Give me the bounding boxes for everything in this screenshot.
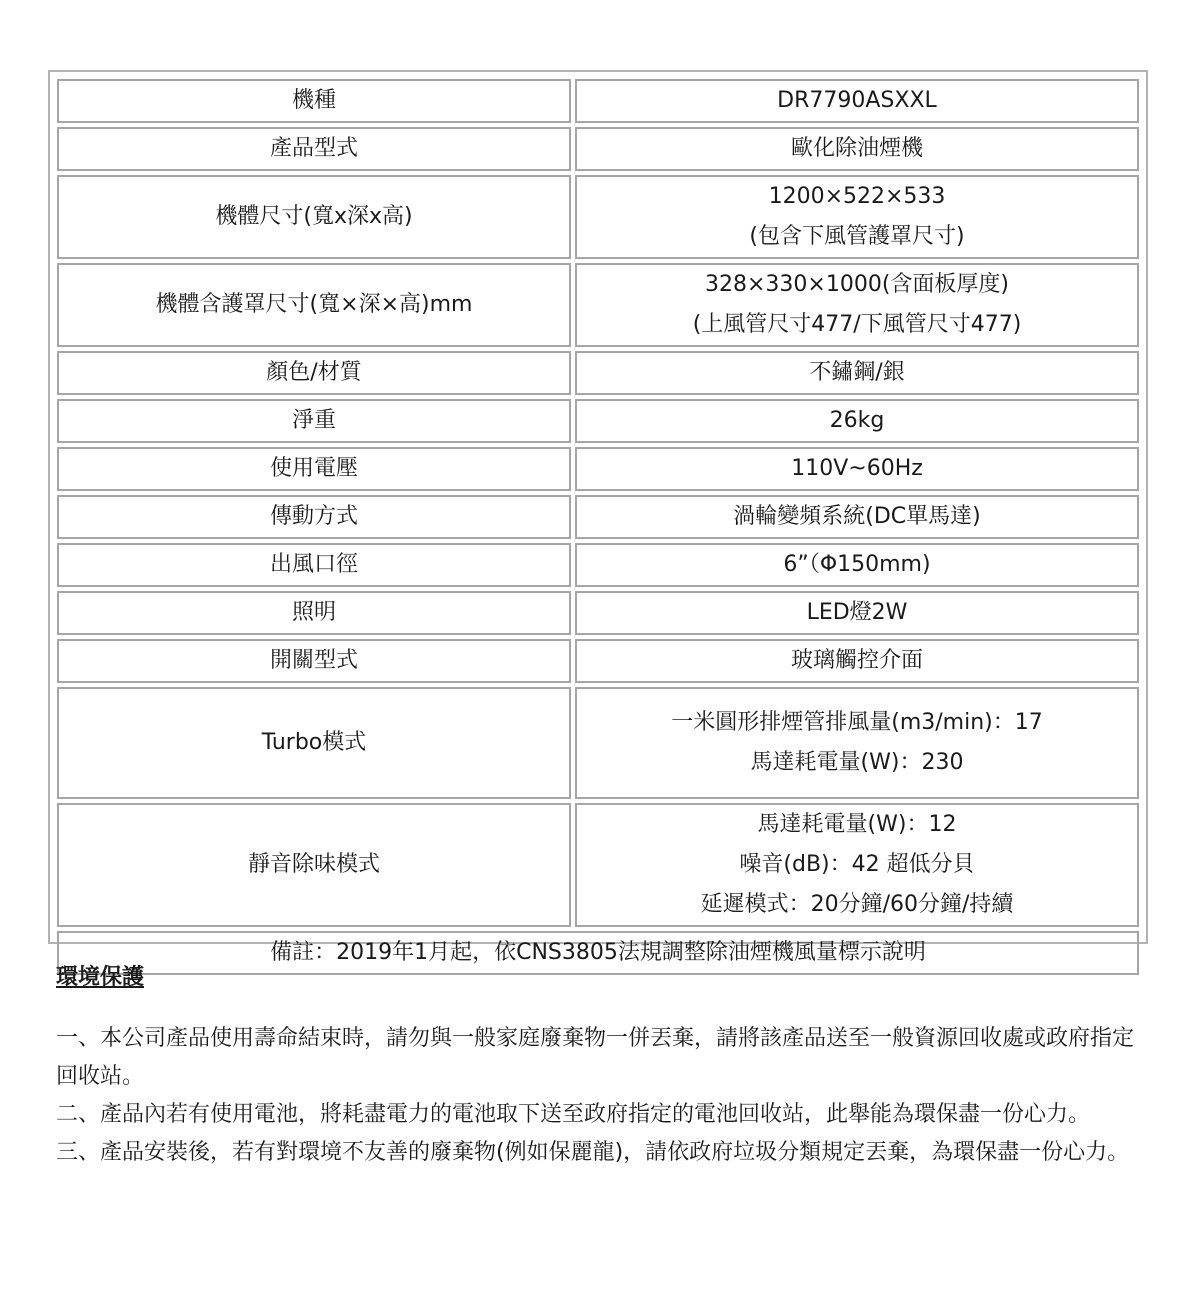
environment-title: 環境保護: [56, 965, 145, 990]
row-value: [575, 591, 1139, 635]
table-row: [57, 687, 1139, 799]
row-value: [575, 803, 1139, 927]
value-line: 延遲模式：20分鐘/60分鐘/持續: [700, 892, 1014, 917]
value-line: DR7790ASXXL: [777, 88, 937, 113]
row-value: [575, 351, 1139, 395]
row-label: Turbo模式: [57, 687, 571, 799]
table-row: [57, 543, 1139, 587]
row-label: 照明: [57, 591, 571, 635]
value-line: 馬達耗電量(W)：12: [757, 812, 957, 837]
value-line: 噪音(dB)：42 超低分貝: [739, 852, 975, 877]
row-value: [575, 639, 1139, 683]
row-value: [575, 447, 1139, 491]
row-value: [575, 263, 1139, 347]
row-label: 顏色/材質: [57, 351, 571, 395]
row-value: [575, 543, 1139, 587]
value-line: 26kg: [829, 408, 885, 433]
row-label: 機體尺寸(寬x深x高): [57, 175, 571, 259]
spec-table-frame: [48, 70, 1148, 965]
value-line: 6”（Φ150mm): [783, 552, 931, 577]
row-value: [575, 399, 1139, 443]
table-row: [57, 127, 1139, 171]
table-row: [57, 263, 1139, 347]
value-line: (包含下風管護罩尺寸): [749, 224, 965, 249]
value-line: 不鏽鋼/銀: [809, 360, 905, 385]
row-label: 出風口徑: [57, 543, 571, 587]
value-line: 1200×522×533: [768, 184, 946, 209]
environment-paragraph: 二、產品內若有使用電池，將耗盡電力的電池取下送至政府指定的電池回收站，此舉能為環保盡一份心力。: [56, 1102, 1091, 1127]
value-line: 328×330×1000(含面板厚度): [704, 272, 1009, 297]
value-line: (上風管尺寸477/下風管尺寸477): [692, 312, 1022, 337]
table-row: [57, 399, 1139, 443]
table-row: [57, 447, 1139, 491]
table-row: [57, 803, 1139, 927]
row-label: 機種: [57, 79, 571, 123]
row-label: 淨重: [57, 399, 571, 443]
value-line: 渦輪變頻系統(DC單馬達): [733, 504, 981, 529]
environment-section: [56, 960, 1146, 1172]
table-note: 備註：2019年1月起，依CNS3805法規調整除油煙機風量標示說明: [57, 931, 1139, 975]
row-value: [575, 175, 1139, 259]
row-label: 使用電壓: [57, 447, 571, 491]
row-label: 產品型式: [57, 127, 571, 171]
table-row: [57, 591, 1139, 635]
row-value: [575, 687, 1139, 799]
table-row: [57, 79, 1139, 123]
spec-table: [53, 75, 1143, 979]
row-label: 傳動方式: [57, 495, 571, 539]
table-row: [57, 351, 1139, 395]
value-line: 歐化除油煙機: [790, 136, 923, 161]
table-row: [57, 175, 1139, 259]
table-row: [57, 495, 1139, 539]
table-row: [57, 639, 1139, 683]
value-line: LED燈2W: [806, 600, 908, 625]
environment-paragraph: 一、本公司產品使用壽命結束時，請勿與一般家庭廢棄物一併丟棄，請將該產品送至一般資源回收處或政府指定回收站。: [56, 1026, 1135, 1089]
environment-paragraph: 三、產品安裝後，若有對環境不友善的廢棄物(例如保麗龍)，請依政府垃圾分類規定丟棄，為環保盡一份心力。: [56, 1140, 1130, 1165]
value-line: 一米圓形排煙管排風量(m3/min)：17: [671, 710, 1043, 735]
row-value: [575, 79, 1139, 123]
value-line: 馬達耗電量(W)：230: [750, 750, 964, 775]
row-label: 靜音除味模式: [57, 803, 571, 927]
row-label: 機體含護罩尺寸(寬×深×高)mm: [57, 263, 571, 347]
row-label: 開關型式: [57, 639, 571, 683]
row-value: [575, 127, 1139, 171]
row-value: [575, 495, 1139, 539]
value-line: 110V~60Hz: [791, 456, 923, 481]
value-line: 玻璃觸控介面: [790, 648, 923, 673]
